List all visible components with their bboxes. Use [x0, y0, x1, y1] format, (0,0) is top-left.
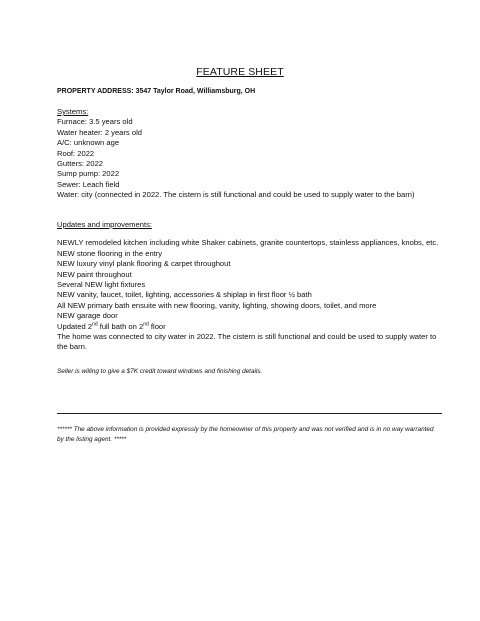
divider — [57, 413, 442, 414]
list-item: All NEW primary bath ensuite with new flooring, vanity, lighting, showing doors, toilet, and more — [57, 300, 377, 310]
list-item: Water heater: 2 years old — [57, 127, 142, 137]
disclaimer: ****** The above information is provided expressly by the homeowner of this property and was not verified and is in no way warranted by the listing agent. ***** — [57, 426, 434, 443]
page-title: FEATURE SHEET — [196, 66, 284, 78]
list-item: Sewer: Leach field — [57, 179, 120, 189]
spacer — [57, 230, 447, 238]
list-item: Gutters: 2022 — [57, 159, 104, 169]
property-address: PROPERTY ADDRESS: 3547 Taylor Road, Williamsburg, OH — [57, 88, 256, 95]
ordinal-suffix: nd — [143, 321, 149, 328]
list-item: NEWLY remodeled kitchen including white Shaker cabinets, granite countertops, stainless appliances, knobs, etc. — [57, 238, 439, 248]
updated-bath-suffix: floor — [148, 321, 166, 331]
list-item: Sump pump: 2022 — [57, 169, 120, 179]
ordinal-suffix: nd — [92, 321, 98, 328]
list-item: NEW garage door — [57, 311, 118, 321]
list-item: NEW paint throughout — [57, 269, 132, 279]
updates-heading: Updates and improvements: — [57, 220, 152, 229]
list-item-updated-bath — [57, 322, 447, 332]
list-item: The home was connected to city water in 2022. The cistern is still functional and could be used to supply water to the barn. — [57, 332, 437, 352]
list-item: Furnace: 3.5 years old — [57, 117, 133, 127]
list-item: NEW luxury vinyl plank flooring & carpet throughout — [57, 259, 231, 269]
seller-note: Seller is willing to give a $7K credit toward windows and finishing details. — [57, 368, 263, 375]
list-item: Roof: 2022 — [57, 148, 95, 158]
updated-bath-prefix: Updated 2 — [57, 321, 93, 331]
systems-section — [57, 107, 447, 201]
systems-heading: Systems: — [57, 107, 89, 116]
list-item: A/C: unknown age — [57, 138, 120, 148]
list-item: NEW stone flooring in the entry — [57, 248, 163, 258]
list-item: Water: city (connected in 2022. The cistern is still functional and could be used to supply water to the barn) — [57, 190, 415, 200]
list-item: Several NEW light fixtures — [57, 280, 146, 290]
updated-bath-middle: full bath on 2 — [97, 321, 144, 331]
list-item: NEW vanity, faucet, toilet, lighting, accessories & shiplap in first floor ½ bath — [57, 290, 312, 300]
updates-section — [57, 220, 447, 353]
